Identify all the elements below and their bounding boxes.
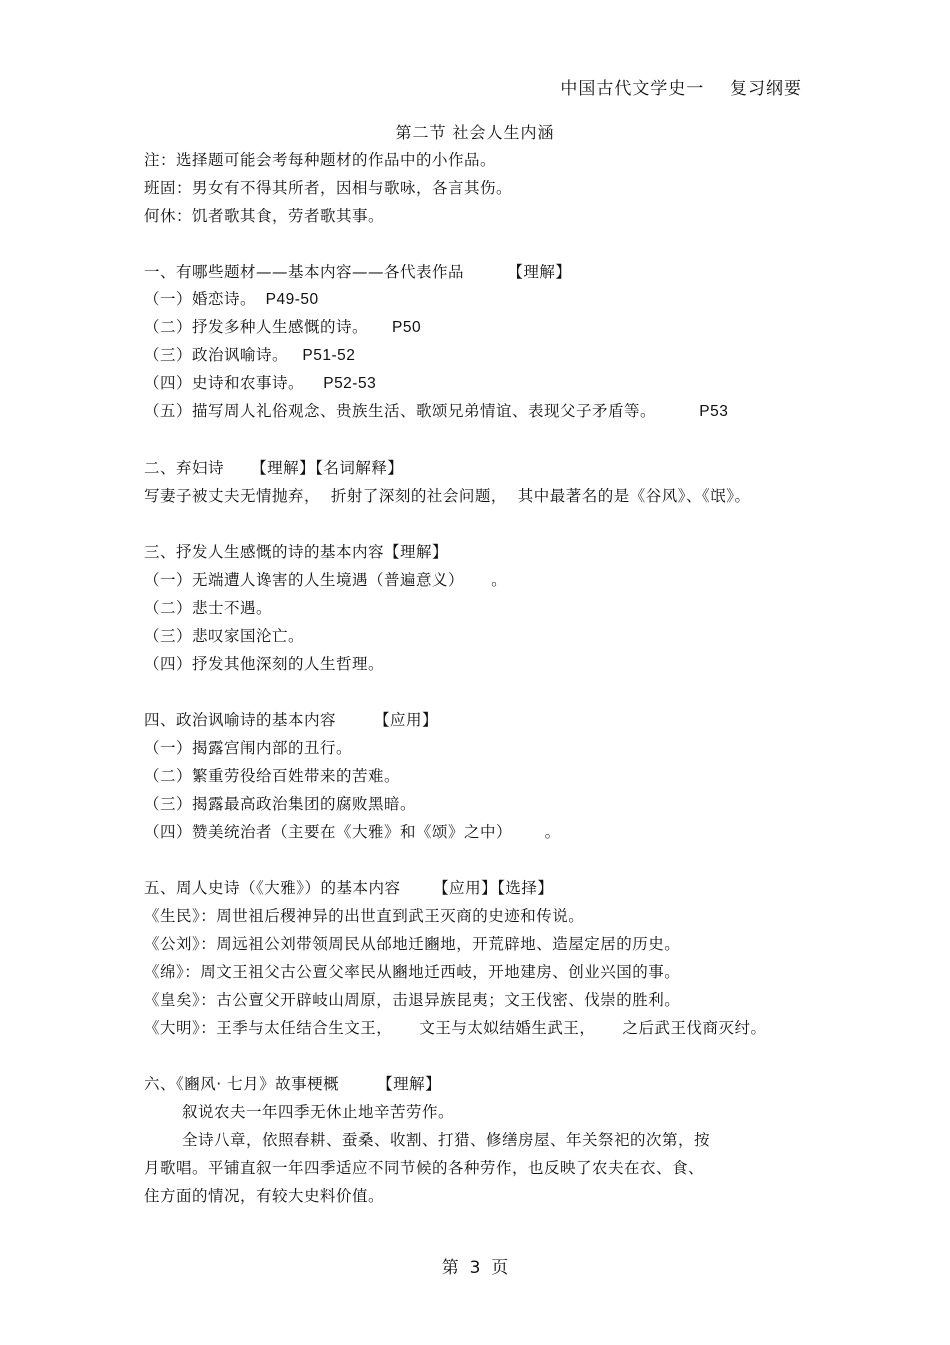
document-body: [144, 146, 824, 1210]
spacer: [144, 1042, 824, 1070]
part4-item: （二）繁重劳役给百姓带来的苦难。: [144, 767, 401, 785]
part3-item: （四）抒发其他深刻的人生哲理。: [144, 655, 385, 673]
part6-heading: 六、《豳风· 七月》故事梗概 【理解】: [144, 1075, 442, 1093]
part6-paragraph-line: 月歌唱。平铺直叙一年四季适应不同节候的各种劳作，也反映了农夫在衣、食、: [144, 1159, 705, 1177]
part1-item: （五）描写周人礼俗观念、贵族生活、歌颂兄弟情谊、表现父子矛盾等。 P53: [144, 403, 729, 420]
page-number: 第 3 页: [441, 1258, 509, 1278]
part5-heading: 五、周人史诗（《大雅》）的基本内容 【应用】【选择】: [144, 879, 554, 897]
spacer: [144, 426, 824, 454]
part4-item: （三）揭露最高政治集团的腐败黑暗。: [144, 795, 417, 813]
part4-heading: 四、政治讽喻诗的基本内容 【应用】: [144, 711, 438, 729]
part5-item: 《大明》：王季与太任结合生文王， 文王与太姒结婚生武王， 之后武王伐商灭纣。: [144, 1019, 767, 1037]
part1-item: （三）政治讽喻诗。 P51-52: [144, 347, 356, 364]
part6-paragraph-line: 全诗八章，依照春耕、蚕桑、收割、打猎、修缮房屋、年关祭祀的次第，按: [182, 1131, 711, 1149]
part6-paragraph-line: 住方面的情况，有较大史料价值。: [144, 1187, 385, 1205]
part5-item: 《生民》：周世祖后稷神异的出世直到武王灭商的史迹和传说。: [144, 907, 585, 925]
part1-item: （四）史诗和农事诗。 P52-53: [144, 375, 377, 392]
page-header: 中国古代文学史一 复习纲要: [560, 79, 802, 99]
intro-quote-bangu: 班固：男女有不得其所者，因相与歌咏，各言其伤。: [144, 179, 513, 197]
part4-item: （一）揭露宫闱内部的丑行。: [144, 739, 353, 757]
part3-item: （三）悲叹家国沦亡。: [144, 627, 305, 645]
part4-item: （四）赞美统治者（主要在《大雅》和《颂》之中） 。: [144, 823, 561, 841]
part1-item: （二）抒发多种人生感慨的诗。 P50: [144, 319, 422, 336]
spacer: [144, 846, 824, 874]
section-title: 第二节 社会人生内涵: [395, 123, 555, 142]
intro-note: 注：选择题可能会考每种题材的作品中的小作品。: [144, 151, 497, 169]
spacer: [144, 230, 824, 258]
part3-item: （一）无端遭人谗害的人生境遇（普遍意义） 。: [144, 571, 508, 589]
spacer: [144, 678, 824, 706]
part5-item: 《绵》：周文王祖父古公亶父率民从豳地迁西岐，开地建房、创业兴国的事。: [144, 963, 681, 981]
spacer: [144, 510, 824, 538]
part3-item: （二）悲士不遇。: [144, 599, 273, 617]
part3-heading: 三、抒发人生感慨的诗的基本内容【理解】: [144, 543, 449, 561]
part2-text: 写妻子被丈夫无情抛弃， 折射了深刻的社会问题， 其中最著名的是《谷风》、《氓》。: [144, 487, 751, 505]
part6-paragraph: 叙说农夫一年四季无休止地辛苦劳作。: [182, 1103, 455, 1121]
part1-heading: 一、有哪些题材——基本内容——各代表作品 【理解】: [144, 263, 572, 281]
part1-item: （一）婚恋诗。 P49-50: [144, 291, 319, 308]
intro-quote-hexiu: 何休：饥者歌其食，劳者歌其事。: [144, 207, 385, 225]
part2-heading: 二、弃妇诗 【理解】【名词解释】: [144, 459, 404, 477]
part5-item: 《公刘》：周远祖公刘带领周民从邰地迁豳地，开荒辟地、造屋定居的历史。: [144, 935, 681, 953]
part5-item: 《皇矣》：古公亶父开辟岐山周原，击退异族昆夷；文王伐密、伐崇的胜利。: [144, 991, 681, 1009]
